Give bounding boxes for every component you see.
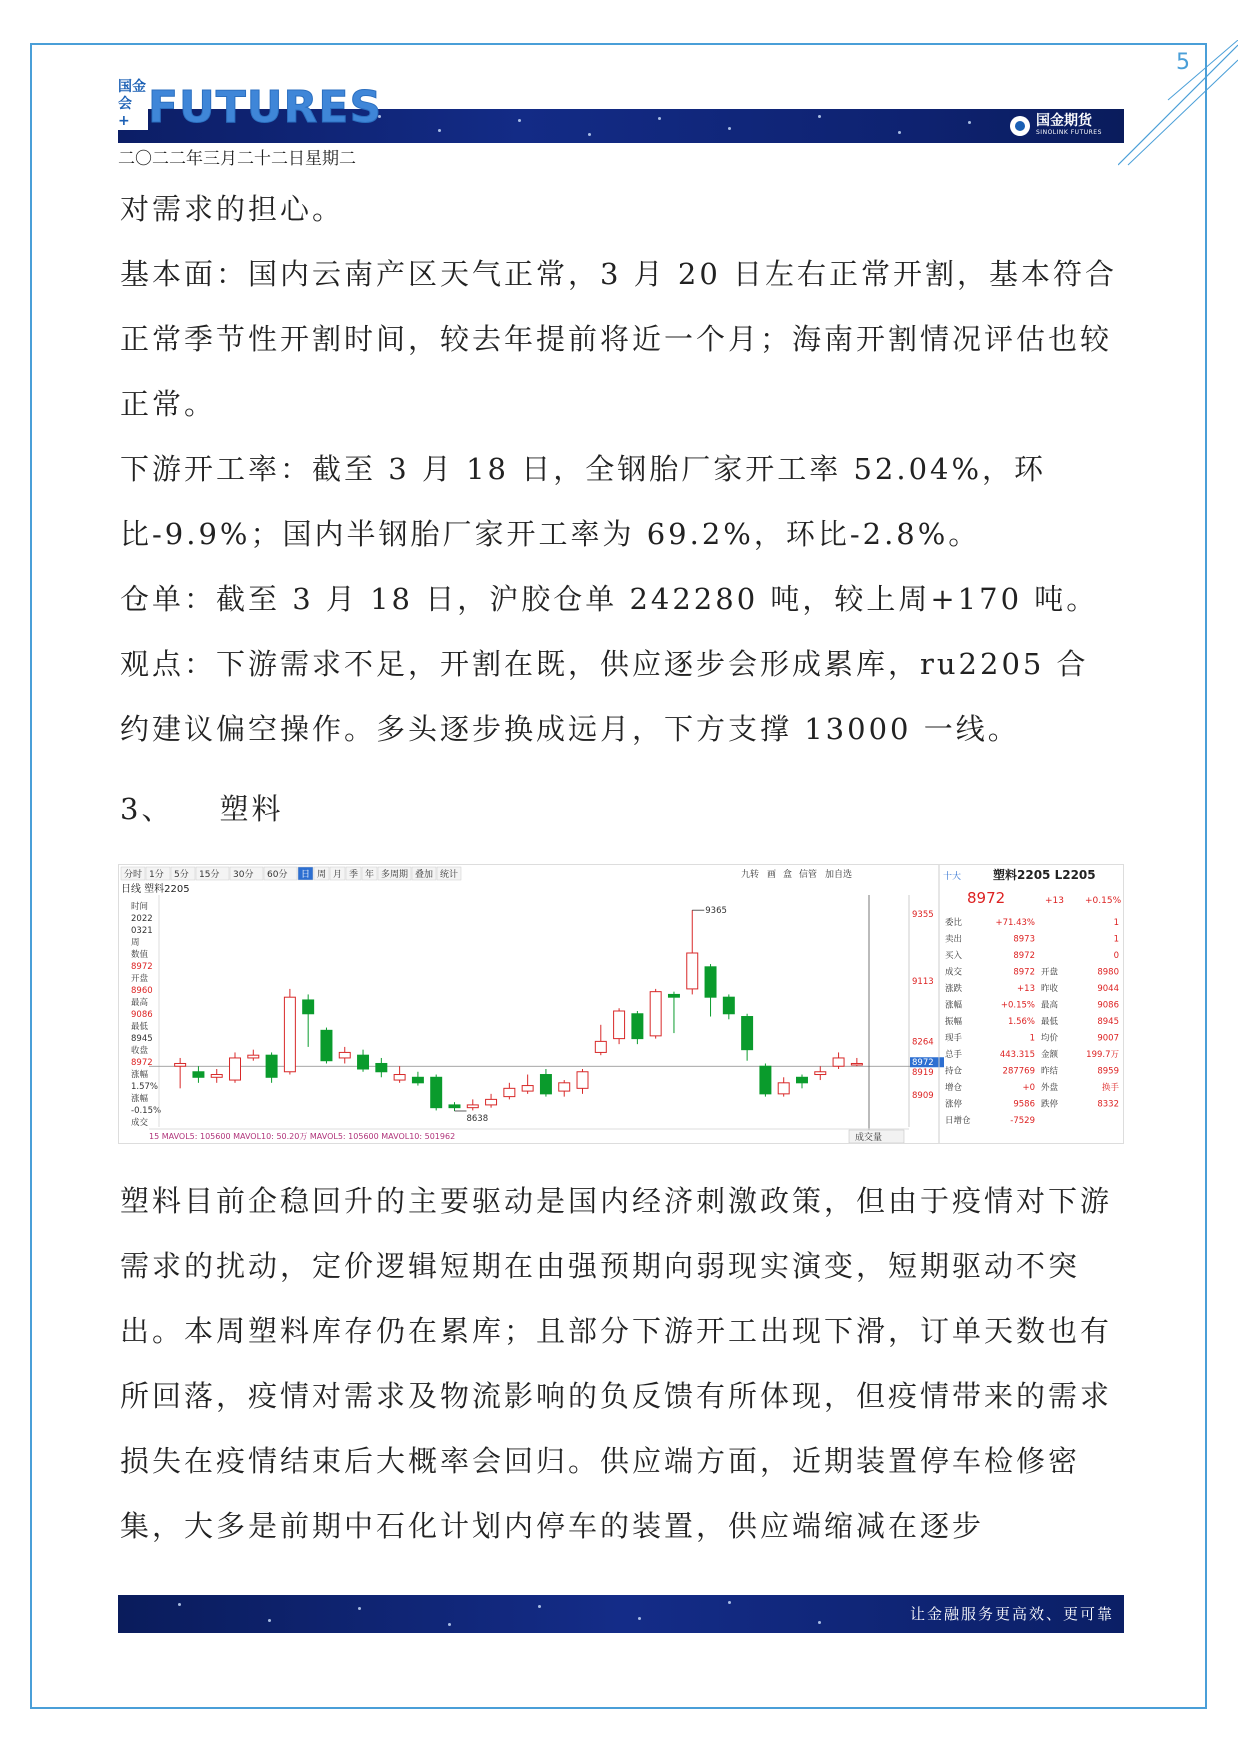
quote-row-value: 1 <box>1029 1033 1035 1044</box>
footer-band <box>118 1595 1124 1633</box>
paragraph-1: 对需求的担心。 <box>120 192 345 226</box>
paragraph-plastic-analysis: 塑料目前企稳回升的主要驱动是国内经济刺激政策，但由于疫情对下游需求的扰动，定价逻辑短期在由强预期向弱现实演变，短期驱动不突出。本周塑料库存仍在累库；且部分下游开工出现下滑，订单天数也有所回落，疫情对需求及物流影响的负反馈有所体现，但疫情带来的需求损失在疫情结束后大概率会回归。供应端方面，近期装置停车检修密集，大多是前期中石化计划内停车的装置，供应端缩减在逐步 <box>120 1184 1113 1543</box>
candle <box>650 992 661 1036</box>
candle <box>797 1077 808 1083</box>
section-title: 塑料 <box>219 792 284 826</box>
side-label-16: 涨幅 <box>131 1094 149 1104</box>
quote-price: 8972 <box>967 889 1006 907</box>
quote-row-label2: 跌停 <box>1041 1099 1059 1110</box>
side-label-11: 8945 <box>131 1034 153 1044</box>
side-label-13: 8972 <box>131 1058 153 1068</box>
side-label-3: 周 <box>131 938 140 948</box>
quote-row-value2: 8980 <box>1097 967 1119 978</box>
section-heading <box>120 787 283 828</box>
candle <box>175 1063 186 1066</box>
high-label: 9365 <box>705 906 727 917</box>
volume-text: 15 MAVOL5: 105600 MAVOL10: 50.20万 MAVOL5: 105600 MAVOL10: 501962 <box>149 1132 456 1141</box>
side-label-9: 9086 <box>131 1010 153 1020</box>
futures-logo <box>118 79 383 133</box>
plastic-kline-chart <box>118 864 1124 1144</box>
page-number: 5 <box>1176 50 1190 75</box>
candle <box>577 1072 588 1089</box>
quote-row-value: +0.15% <box>1000 1000 1035 1011</box>
y-tick-2: 8264 <box>912 1037 934 1048</box>
toolbar-right-4: 加自选 <box>825 870 853 880</box>
candle <box>522 1086 533 1092</box>
paragraph-downstream: 下游开工率：截至 3 月 18 日，全钢胎厂家开工率 52.04%，环比-9.9%；国内半钢胎厂家开工率为 69.2%，环比-2.8%。 <box>120 452 1047 551</box>
quote-row-value: +71.43% <box>995 918 1035 928</box>
quote-row-label: 买入 <box>945 951 963 961</box>
candle <box>486 1099 497 1105</box>
quote-change: +13 <box>1045 896 1064 906</box>
candle <box>778 1083 789 1094</box>
paragraph-warehouse: 仓单：截至 3 月 18 日，沪胶仓单 242280 吨，较上周+170 吨。 <box>120 582 1099 616</box>
quote-row-value: 443.315 <box>999 1050 1035 1060</box>
candle <box>851 1063 862 1065</box>
kline-svg <box>119 865 1124 1144</box>
toolbar-right-2: 盒 <box>783 870 793 880</box>
quote-row-value2: 1 <box>1113 918 1119 928</box>
quote-row-label: 日增仓 <box>945 1116 971 1126</box>
quote-row-label: 涨跌 <box>945 984 963 994</box>
side-label-12: 收盘 <box>131 1046 149 1056</box>
candle <box>431 1077 442 1107</box>
toolbar-tab-1: 1分 <box>149 870 164 880</box>
report-date: 二〇二二年三月二十二日星期二 <box>118 149 356 169</box>
side-label-1: 2022 <box>131 914 153 924</box>
toolbar-tab-11: 多周期 <box>381 870 409 880</box>
quote-row-value2: 1 <box>1113 934 1119 945</box>
paragraph-fundamentals: 基本面：国内云南产区天气正常，3 月 20 日左右正常开割，基本符合正常季节性开割时间，较去年提前将近一个月；海南开割情况评估也较正常。 <box>120 257 1118 421</box>
quote-row-value2: 8945 <box>1097 1017 1119 1027</box>
side-label-8: 最高 <box>131 998 149 1008</box>
sinolink-logo <box>1010 114 1102 137</box>
quote-row-label: 成交 <box>945 967 963 978</box>
toolbar-tab-10: 年 <box>365 870 375 880</box>
candle <box>559 1083 570 1091</box>
toolbar-tab-9: 季 <box>349 870 359 880</box>
side-label-14: 涨幅 <box>131 1070 149 1080</box>
candle <box>284 997 295 1072</box>
y-tick-3: 8909 <box>912 1090 934 1101</box>
toolbar-tab-2: 5分 <box>174 870 189 880</box>
toolbar-right-0: 九转 <box>741 870 760 880</box>
quote-row-value2: 0 <box>1113 951 1119 961</box>
side-label-10: 最低 <box>131 1022 149 1032</box>
quote-row-label: 总手 <box>945 1050 963 1060</box>
candle <box>467 1105 478 1108</box>
candle <box>815 1072 826 1075</box>
quote-row-label2: 金额 <box>1041 1050 1059 1060</box>
quote-row-label2: 最高 <box>1041 1000 1059 1011</box>
toolbar-tab-7: 周 <box>317 870 327 880</box>
quote-row-value: 8973 <box>1013 934 1035 945</box>
quote-row-label: 涨幅 <box>945 1000 963 1011</box>
quote-row-label: 涨停 <box>945 1099 963 1110</box>
candle <box>412 1077 423 1083</box>
quote-row-value2: 9044 <box>1097 984 1119 994</box>
quote-row-label2: 外盘 <box>1041 1083 1059 1093</box>
quote-row-value: +0 <box>1022 1083 1035 1093</box>
y-tick-1: 9113 <box>912 976 934 987</box>
quote-row-label: 卖出 <box>945 934 963 945</box>
toolbar-tab-6: 日 <box>301 870 311 880</box>
section-number: 3、 <box>120 792 174 826</box>
side-label-17: -0.15% <box>131 1106 162 1116</box>
quote-row-label2: 开盘 <box>1041 967 1059 978</box>
side-label-18: 成交 <box>131 1118 149 1128</box>
toolbar-tab-4: 30分 <box>233 870 254 880</box>
paragraph-view: 观点：下游需求不足，开割在既，供应逐步会形成累库，ru2205 合约建议偏空操作。多头逐步换成远月，下方支撑 13000 一线。 <box>120 647 1089 746</box>
candle <box>248 1055 259 1058</box>
toolbar-right-3: 信管 <box>799 870 818 880</box>
quote-row-label: 持仓 <box>945 1066 963 1077</box>
candle <box>668 994 679 997</box>
quote-row-value2: 8959 <box>1097 1066 1119 1077</box>
side-label-15: 1.57% <box>131 1082 159 1092</box>
toolbar-tab-0: 分时 <box>124 870 143 880</box>
quote-row-value: 8972 <box>1013 967 1035 978</box>
candle <box>723 997 734 1014</box>
candle <box>339 1052 350 1058</box>
quote-row-label: 委比 <box>945 918 963 928</box>
sinolink-mark-icon <box>1010 116 1030 136</box>
toolbar-tab-12: 叠加 <box>415 870 434 880</box>
toolbar-right-1: 画 <box>767 870 777 880</box>
side-label-2: 0321 <box>131 926 153 936</box>
quote-row-value2: 换手 <box>1101 1083 1119 1093</box>
quote-row-value2: 9007 <box>1097 1033 1119 1044</box>
quote-row-value: 287769 <box>1002 1066 1035 1077</box>
candle <box>230 1058 241 1080</box>
toolbar-tab-3: 15分 <box>199 870 220 880</box>
quote-row-value2: 8332 <box>1097 1099 1119 1110</box>
quote-row-value: 8972 <box>1013 951 1035 961</box>
quote-row-value: +13 <box>1017 984 1035 994</box>
logo-futures-text: FUTURES <box>148 82 383 133</box>
candle <box>211 1075 222 1078</box>
quote-pct: +0.15% <box>1085 896 1122 906</box>
toolbar-tab-8: 月 <box>333 870 343 880</box>
quote-row-label2: 最低 <box>1041 1017 1059 1027</box>
side-label-6: 开盘 <box>131 974 149 984</box>
candle <box>540 1075 551 1094</box>
quote-row-label: 振幅 <box>945 1017 963 1027</box>
quote-title: 塑料2205 L2205 <box>993 868 1096 882</box>
quote-row-label2: 昨结 <box>1041 1066 1059 1077</box>
candle <box>266 1055 277 1077</box>
footer-slogan: 让金融服务更高效、更可靠 <box>909 1605 1114 1623</box>
candle <box>449 1105 460 1108</box>
quote-row-label2: 均价 <box>1041 1033 1059 1044</box>
candle <box>303 1000 314 1014</box>
chart-subtitle: 日线 塑料2205 <box>121 884 190 895</box>
quote-row-value: -7529 <box>1010 1116 1035 1126</box>
brand-cn: 国金期货 <box>1036 113 1092 129</box>
y-tick-0: 9355 <box>912 909 934 920</box>
candle <box>687 953 698 989</box>
candle <box>760 1066 771 1094</box>
brand-en: SINOLINK FUTURES <box>1036 129 1102 136</box>
candle <box>358 1055 369 1069</box>
last-price-label: 8972 <box>912 1058 934 1069</box>
quote-row-value2: 199.7万 <box>1086 1050 1119 1060</box>
quote-row-value2: 9086 <box>1097 1000 1119 1011</box>
last-price-label-2: 8919 <box>912 1068 934 1079</box>
quote-row-value: 1.56% <box>1007 1017 1035 1027</box>
quote-row-label: 增仓 <box>945 1083 963 1093</box>
candle <box>833 1058 844 1066</box>
candle <box>376 1063 387 1071</box>
toolbar-tab-13: 统计 <box>440 870 459 880</box>
logo-cn: 国金 会 + <box>118 79 146 129</box>
side-label-5: 8972 <box>131 962 153 972</box>
candle <box>742 1017 753 1050</box>
candle <box>705 967 716 997</box>
candle <box>614 1011 625 1039</box>
side-label-0: 时间 <box>131 902 149 912</box>
candle <box>394 1075 405 1081</box>
candle <box>595 1041 606 1052</box>
candle <box>504 1088 515 1096</box>
candle <box>632 1014 643 1039</box>
quote-row-label2: 昨收 <box>1041 984 1059 994</box>
volume-button: 成交量 <box>855 1133 883 1143</box>
quote-tag: 十大 <box>943 872 962 882</box>
candle <box>193 1072 204 1078</box>
side-label-4: 数值 <box>131 950 149 960</box>
candle <box>321 1030 332 1060</box>
low-label: 8638 <box>466 1113 489 1124</box>
quote-row-label: 现手 <box>945 1033 963 1044</box>
side-label-7: 8960 <box>131 986 153 996</box>
quote-row-value: 9586 <box>1013 1099 1035 1110</box>
toolbar-tab-5: 60分 <box>267 870 288 880</box>
